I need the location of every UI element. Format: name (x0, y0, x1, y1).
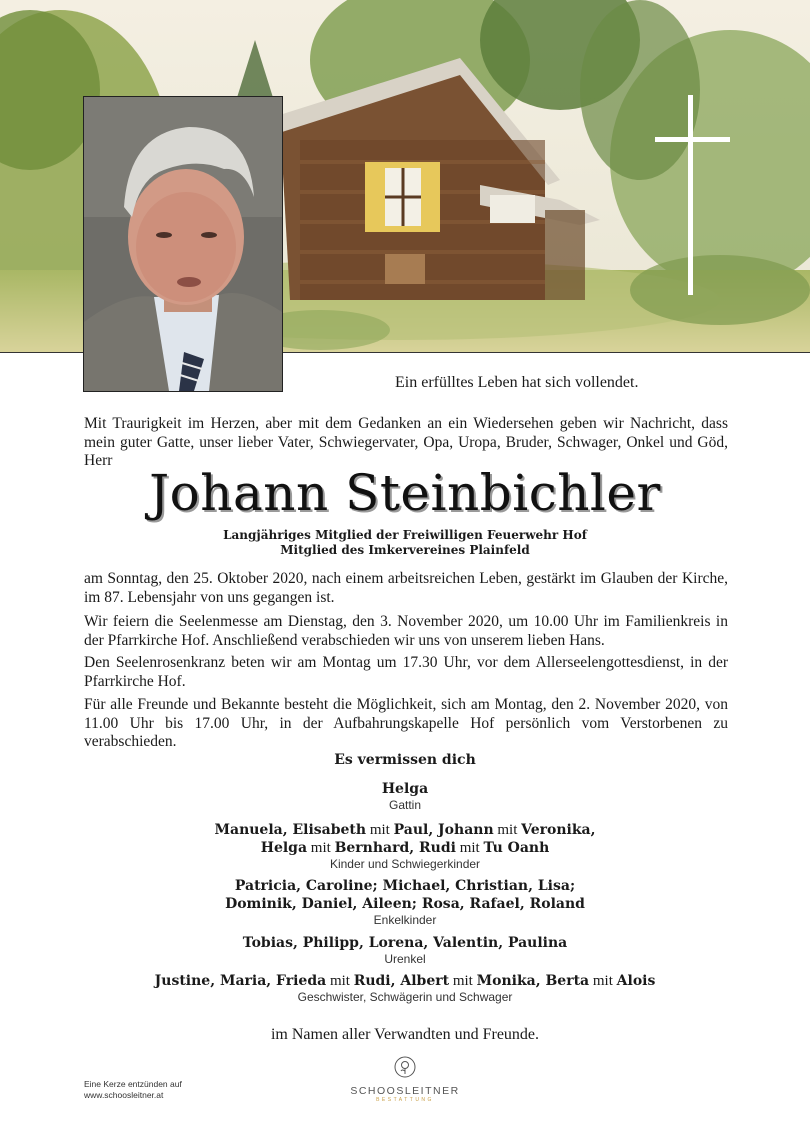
footer-candle-link[interactable] (84, 1079, 182, 1101)
mourner-group-grandchildren (0, 877, 810, 927)
paragraph-viewing: Für alle Freunde und Bekannte besteht die Möglichkeit, sich am Montag, den 2. November 2020, von 11.00 Uhr bis 17.00 Uhr, in der Aufbahrungskapelle Hof persönlich vom Verstorbenen zu verabschieden. (84, 696, 728, 750)
paragraph-rosary: Den Seelenrosenkranz beten wir am Montag um 17.30 Uhr, vor dem Allerseelengottesdienst, in der Pfarrkirche Hof. (84, 654, 728, 690)
footer-url[interactable]: www.schoosleitner.at (84, 1090, 164, 1100)
brand-name: SCHOOSLEITNER (350, 1085, 460, 1097)
mourner-relation: Urenkel (384, 952, 426, 966)
footer-line: Eine Kerze entzünden auf (84, 1079, 182, 1089)
mourner-names: Justine, Maria, Frieda mit Rudi, Albert mit Monika, Berta mit Alois (154, 973, 656, 989)
mourner-relation: Gattin (388, 798, 421, 812)
mourner-names: Tobias, Philipp, Lorena, Valentin, Paulina (242, 935, 568, 951)
cross-icon (655, 95, 730, 295)
brand-sub: BESTATTUNG (376, 1097, 434, 1103)
deceased-titles (0, 528, 810, 558)
intro-text: Mit Traurigkeit im Herzen, aber mit dem Gedanken an ein Wiedersehen geben wir Nachricht, dass mein guter Gatte, unser lieber Vater, Schwiegervater, Opa, Uropa, Bruder, Schwager, Onkel und Göd, Herr (84, 415, 728, 469)
deceased-name: Johann Steinbichler (149, 464, 661, 522)
title-line: Langjähriges Mitglied der Freiwilligen Feuerwehr Hof (223, 528, 587, 542)
mourner-names: Dominik, Daniel, Aileen; Rosa, Rafael, Roland (225, 896, 585, 912)
mourner-names: Patricia, Caroline; Michael, Christian, Lisa; (234, 878, 576, 894)
mourner-relation: Geschwister, Schwägerin und Schwager (297, 990, 513, 1004)
funeral-home-logo (340, 1056, 470, 1103)
mourner-group-siblings (0, 972, 810, 1004)
title-line: Mitglied des Imkervereines Plainfeld (280, 543, 530, 557)
closing-line: im Namen aller Verwandten und Freunde. (270, 1026, 540, 1043)
mourner-group-great-grandchildren (0, 934, 810, 966)
rose-emblem-icon (394, 1056, 416, 1078)
mourner-group-spouse (0, 780, 810, 812)
paragraph-death: am Sonntag, den 25. Oktober 2020, nach einem arbeitsreichen Leben, gestärkt im Glauben der Kirche, im 87. Lebensjahr von uns gegangen ist. (84, 570, 728, 606)
mourner-names: Helga mit Bernhard, Rudi mit Tu Oanh (260, 840, 550, 856)
mourner-names: Manuela, Elisabeth mit Paul, Johann mit Veronika, (214, 822, 596, 838)
mourner-relation: Kinder und Schwiegerkinder (329, 857, 481, 871)
mourner-names: Helga (381, 781, 429, 797)
paragraph-mass: Wir feiern die Seelenmesse am Dienstag, den 3. November 2020, um 10.00 Uhr im Familienkreis in der Pfarrkirche Hof. Anschließend verabschieden wir uns von unserem lieben Hans. (84, 613, 728, 649)
mourner-group-children (0, 821, 810, 871)
portrait-photo (83, 96, 283, 392)
motto: Ein erfülltes Leben hat sich vollendet. (395, 374, 639, 391)
mourner-relation: Enkelkinder (373, 913, 437, 927)
mourners-heading: Es vermissen dich (334, 752, 476, 768)
